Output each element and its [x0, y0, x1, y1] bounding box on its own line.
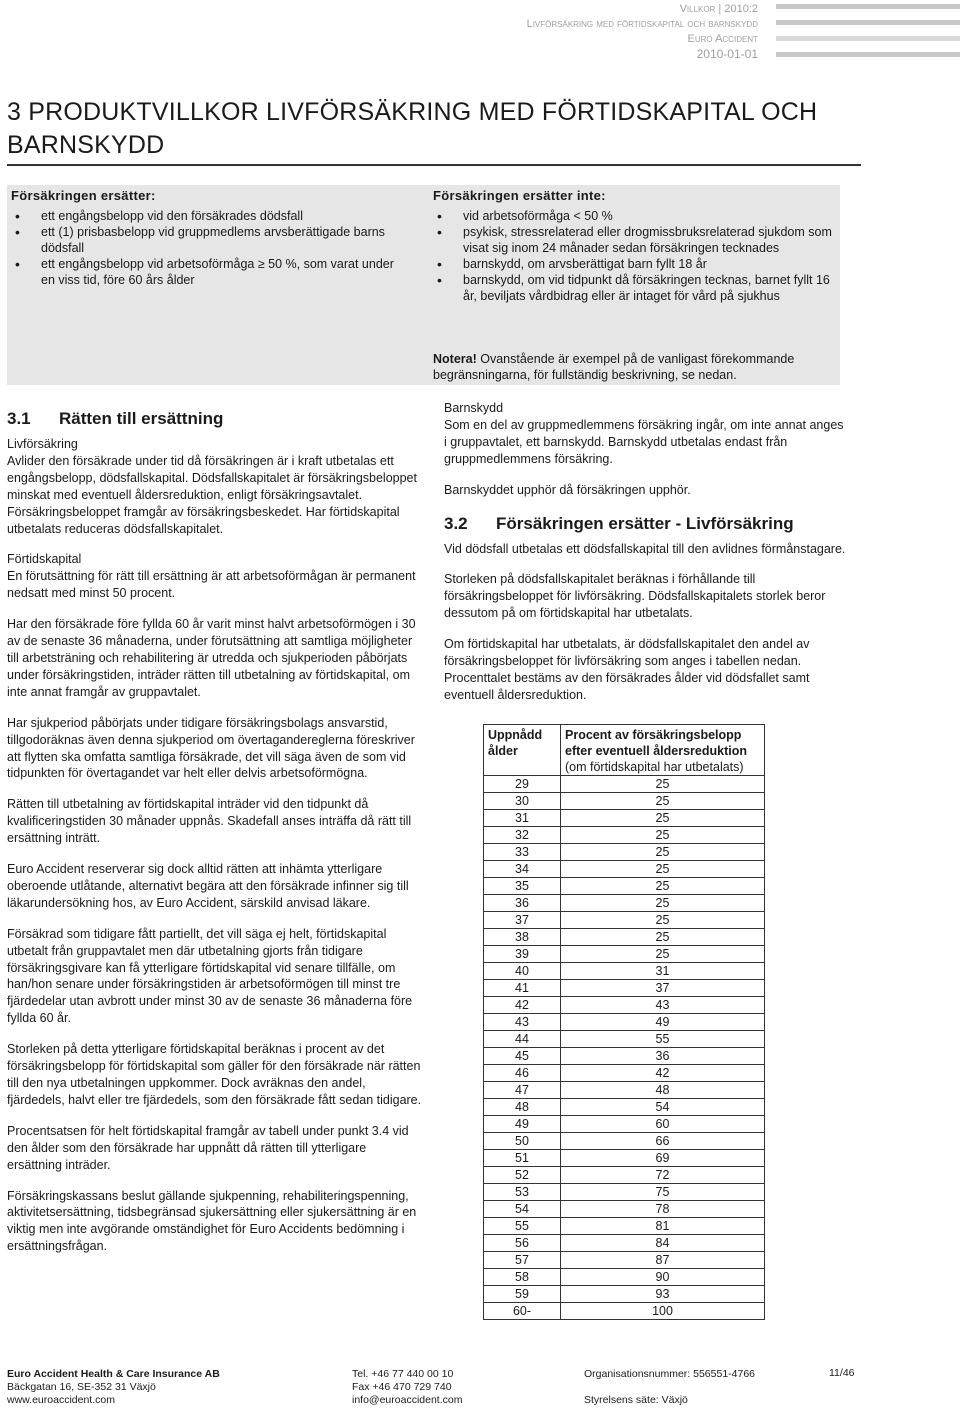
percent-cell: 72 [561, 1167, 765, 1184]
table-row [484, 946, 765, 963]
percent-cell: 43 [561, 997, 765, 1014]
table-row [484, 1031, 765, 1048]
percent-cell: 60 [561, 1116, 765, 1133]
table-row [484, 1065, 765, 1082]
footer-fax: Fax +46 470 729 740 [352, 1381, 452, 1393]
table-row [484, 895, 765, 912]
section-title: Försäkringen ersätter - Livförsäkring [496, 513, 794, 533]
percent-cell: 37 [561, 980, 765, 997]
age-cell: 29 [484, 776, 561, 793]
age-cell: 38 [484, 929, 561, 946]
paragraph: Försäkringskassans beslut gällande sjukpenning, rehabiliteringspenning, aktivitetsersättning, tidsbegränsad sjukersättning eller sjukersättning är en viktig men inte avgörande omständighet för Euro Accidents bedömning i ersättningsfrågan. [7, 1188, 417, 1254]
percent-cell: 25 [561, 776, 765, 793]
table-header-row [484, 725, 765, 776]
paragraph: Har den försäkrade före fyllda 60 år varit minst halvt arbetsoförmögen i 30 av de senaste 36 månaderna, under förutsättning att samtliga möjligheter till arbetsträning och rehabilitering är utredda och sjukperioden påbörjats under försäkringstiden, inträder rätten till utbetalning av förtidskapital, om inte annat framgår av gruppavtalet. [7, 617, 416, 699]
title-divider [7, 164, 861, 166]
table-row [484, 980, 765, 997]
percent-cell: 93 [561, 1286, 765, 1303]
table-row [484, 1014, 765, 1031]
table-row [484, 1201, 765, 1218]
covered-list [11, 208, 401, 288]
paragraph: Avlider den försäkrade under tid då försäkringen är i kraft utbetalas ett engångsbelopp, dödsfallskapital. Dödsfallskapitalet är försäkringsbeloppet minskat med eventuell åldersreduktion, enligt försäkringsavtalet. Försäkringsbeloppet framgår av försäkringsbeskedet. Har förtidskapital utbetalats reduceras dödsfallskapitalet. [7, 453, 417, 536]
not-covered-heading: Försäkringen ersätter inte: [433, 188, 606, 203]
table-body [484, 776, 765, 1320]
percent-cell: 55 [561, 1031, 765, 1048]
percent-cell: 48 [561, 1082, 765, 1099]
table-row [484, 963, 765, 980]
table-row [484, 1252, 765, 1269]
table-row [484, 827, 765, 844]
age-cell: 39 [484, 946, 561, 963]
percent-cell: 25 [561, 946, 765, 963]
page-title: 3 PRODUKTVILLKOR LIVFÖRSÄKRING MED FÖRTIDSKAPITAL OCH BARNSKYDD [7, 98, 818, 159]
percent-cell: 69 [561, 1150, 765, 1167]
table-row [484, 1048, 765, 1065]
section-number: 3.1 [7, 409, 31, 428]
table-header-percent [561, 725, 765, 776]
left-column [7, 408, 422, 1269]
not-covered-list [433, 208, 833, 304]
not-covered-item: • barnskydd, om vid tidpunkt då försäkringen tecknas, barnet fyllt 16 år, beviljats vårdbidrag eller är intaget för vård på sjukhus [463, 272, 833, 304]
age-cell: 60- [484, 1303, 561, 1320]
age-cell: 52 [484, 1167, 561, 1184]
summary-box [7, 185, 840, 385]
age-cell: 36 [484, 895, 561, 912]
percent-cell: 25 [561, 895, 765, 912]
table-row [484, 912, 765, 929]
paragraph: Barnskyddet upphör då försäkringen upphör. [444, 482, 691, 497]
age-cell: 32 [484, 827, 561, 844]
age-cell: 41 [484, 980, 561, 997]
paragraph: Som en del av gruppmedlemmens försäkring ingår, om inte annat anges i gruppavtalet, ett barnskydd. Barnskydd utbetalas endast från gruppmedlemmens försäkring. [444, 417, 844, 466]
percent-cell: 25 [561, 878, 765, 895]
percent-cell: 87 [561, 1252, 765, 1269]
percent-cell: 25 [561, 929, 765, 946]
percent-cell: 66 [561, 1133, 765, 1150]
percent-cell: 81 [561, 1218, 765, 1235]
paragraph: En förutsättning för rätt till ersättning är att arbetsoförmågan är permanent nedsatt med minst 50 procent. [7, 569, 416, 601]
covered-item: • ett engångsbelopp vid den försäkrades dödsfall [41, 208, 401, 224]
table-row [484, 1218, 765, 1235]
percent-cell: 25 [561, 844, 765, 861]
percent-cell: 78 [561, 1201, 765, 1218]
age-cell: 48 [484, 1099, 561, 1116]
percent-cell: 25 [561, 827, 765, 844]
right-column [444, 400, 849, 718]
table-header-note: (om förtidskapital har utbetalats) [565, 760, 744, 774]
percent-cell: 25 [561, 861, 765, 878]
not-covered-item: • barnskydd, om arvsberättigat barn fyllt 18 år [463, 256, 833, 272]
table-row [484, 776, 765, 793]
header-product: Livförsäkring med förtidskapital och barnskydd [526, 18, 758, 30]
table-row [484, 1235, 765, 1252]
age-cell: 56 [484, 1235, 561, 1252]
covered-column [11, 188, 401, 288]
table-row [484, 1150, 765, 1167]
table-row [484, 1116, 765, 1133]
table-row [484, 997, 765, 1014]
age-cell: 57 [484, 1252, 561, 1269]
footer-company: Euro Accident Health & Care Insurance AB [7, 1368, 220, 1380]
header-doc-type: Villkor | 2010:2 [679, 3, 758, 15]
page-number: 11/46 [829, 1367, 855, 1379]
covered-item: • ett engångsbelopp vid arbetsoförmåga ≥ 50 %, som varat under en viss tid, före 60 års ålder [41, 256, 401, 288]
note-label: Notera! [433, 352, 477, 366]
percent-cell: 54 [561, 1099, 765, 1116]
footer-orgnr: Organisationsnummer: 556551-4766 [584, 1368, 756, 1380]
paragraph: Försäkrad som tidigare fått partiellt, det vill säga ej helt, förtidskapital utbetalt från gruppavtalet men där utbetalning gjorts från tidigare försäkringsgivare kan få ytterligare förtidskapital vid senare tillfälle, om han/hon senare under försäkringstiden är arbetsoförmögen till minst tre fjärdedelar utan avbrott under minst 30 av de senaste 36 månaderna före fyllda 60 år. [7, 926, 413, 1026]
age-cell: 53 [484, 1184, 561, 1201]
table-row [484, 844, 765, 861]
age-cell: 31 [484, 810, 561, 827]
subheading-barnskydd: Barnskydd [444, 401, 504, 415]
age-cell: 34 [484, 861, 561, 878]
header-decoration [776, 4, 960, 68]
age-cell: 54 [484, 1201, 561, 1218]
percent-cell: 49 [561, 1014, 765, 1031]
age-cell: 30 [484, 793, 561, 810]
summary-note [433, 351, 833, 383]
paragraph: Storleken på dödsfallskapitalet beräknas i förhållande till försäkringsbeloppet för livförsäkring. Dödsfallskapitalets storlek beror dessutom på om förtidskapital har utbetalats. [444, 572, 826, 621]
table-row [484, 1167, 765, 1184]
percent-cell: 25 [561, 810, 765, 827]
footer-company-block [7, 1368, 220, 1407]
footer-seat: Styrelsens säte: Växjö [584, 1394, 688, 1406]
table-header-age: Uppnådd ålder [484, 725, 561, 776]
table-row [484, 1269, 765, 1286]
table-row [484, 1133, 765, 1150]
age-cell: 47 [484, 1082, 561, 1099]
paragraph: Rätten till utbetalning av förtidskapital inträder vid den tidpunkt då kvalificeringstiden 30 månader uppnås. Skadefall anses inträffa då rätt till ersättning inträtt. [7, 797, 412, 846]
subheading-livforsakring: Livförsäkring [7, 437, 78, 451]
percent-cell: 36 [561, 1048, 765, 1065]
paragraph: Om förtidskapital har utbetalats, är dödsfallskapitalet den andel av försäkringsbeloppet för livförsäkring som anges i tabellen nedan. Procenttalet bestäms av den försäkrades ålder vid dödsfallet samt eventuell åldersreduktion. [444, 637, 810, 702]
paragraph: Euro Accident reserverar sig dock alltid rätten att inhämta ytterligare oberoende utlåtande, alternativt begära att den försäkrade infinner sig till läkarundersökning hos, av Euro Accident, särskild anvisad läkare. [7, 862, 409, 910]
section-heading-3-2 [444, 513, 849, 535]
age-cell: 40 [484, 963, 561, 980]
age-cell: 49 [484, 1116, 561, 1133]
section-heading-3-1 [7, 408, 422, 430]
percent-cell: 75 [561, 1184, 765, 1201]
table-row [484, 1303, 765, 1320]
age-cell: 35 [484, 878, 561, 895]
table-row [484, 878, 765, 895]
age-cell: 58 [484, 1269, 561, 1286]
percent-cell: 25 [561, 793, 765, 810]
footer-org-block [584, 1368, 755, 1407]
percent-cell: 90 [561, 1269, 765, 1286]
paragraph: Vid dödsfall utbetalas ett dödsfallskapital till den avlidnes förmånstagare. [444, 541, 846, 556]
header-company: Euro Accident [687, 33, 758, 45]
age-cell: 33 [484, 844, 561, 861]
age-cell: 42 [484, 997, 561, 1014]
age-cell: 44 [484, 1031, 561, 1048]
paragraph: Storleken på detta ytterligare förtidskapital beräknas i procent av det försäkringsbelopp för förtidskapital som gäller för den försäkrade när rätten till den nya utbetalningen uppkommer. Dock avräknas den andel, fjärdedels, halvt eller tre fjärdedels, som den försäkrade fått sedan tidigare. [7, 1042, 422, 1107]
age-cell: 46 [484, 1065, 561, 1082]
table-row [484, 1184, 765, 1201]
header-date: 2010-01-01 [696, 47, 758, 61]
table-row [484, 810, 765, 827]
not-covered-item: • vid arbetsoförmåga < 50 % [463, 208, 833, 224]
percent-cell: 100 [561, 1303, 765, 1320]
percent-cell: 84 [561, 1235, 765, 1252]
note-text: Ovanstående är exempel på de vanligast förekommande begränsningarna, för fullständig beskrivning, se nedan. [433, 352, 795, 382]
not-covered-column [433, 188, 833, 304]
percent-table [483, 724, 765, 1320]
footer-tel: Tel. +46 77 440 00 10 [352, 1368, 454, 1380]
age-cell: 45 [484, 1048, 561, 1065]
age-cell: 51 [484, 1150, 561, 1167]
age-cell: 55 [484, 1218, 561, 1235]
paragraph: Procentsatsen för helt förtidskapital framgår av tabell under punkt 3.4 vid den ålder som den försäkrade har uppnått då rätten till ytterligare ersättning inträder. [7, 1123, 409, 1172]
table-header-percent-label: Procent av försäkringsbelopp efter eventuell åldersreduktion [565, 728, 748, 758]
footer-email: info@euroaccident.com [352, 1394, 463, 1406]
document-header [527, 2, 758, 62]
section-title: Rätten till ersättning [59, 409, 224, 428]
table-row [484, 861, 765, 878]
covered-heading: Försäkringen ersätter: [11, 188, 156, 203]
subheading-fortidskapital: Förtidskapital [7, 552, 82, 567]
percent-cell: 31 [561, 963, 765, 980]
section-number: 3.2 [444, 513, 468, 533]
percent-cell: 25 [561, 912, 765, 929]
footer-address: Bäckgatan 16, SE-352 31 Växjö [7, 1381, 156, 1393]
percent-cell: 42 [561, 1065, 765, 1082]
footer-web: www.euroaccident.com [7, 1394, 115, 1406]
paragraph: Har sjukperiod påbörjats under tidigare försäkringsbolags ansvarstid, tillgodoräknas även denna sjukperiod om övertagandereglerna föreskriver att flytten ska omfatta samtliga försäkrade, det vill säga även de som vid tidpunkten för övertagandet var helt eller delvis arbetsoförmögna. [7, 715, 415, 781]
table-row [484, 1099, 765, 1116]
footer-contact-block [352, 1368, 462, 1407]
age-cell: 59 [484, 1286, 561, 1303]
not-covered-item: • psykisk, stressrelaterad eller drogmissbruksrelaterad sjukdom som visat sig inom 24 månader sedan försäkringen tecknades [463, 224, 833, 256]
table-row [484, 793, 765, 810]
age-cell: 37 [484, 912, 561, 929]
age-cell: 43 [484, 1014, 561, 1031]
covered-item: • ett (1) prisbasbelopp vid gruppmedlems arvsberättigade barns dödsfall [41, 224, 401, 256]
table-row [484, 1082, 765, 1099]
age-cell: 50 [484, 1133, 561, 1150]
table-row [484, 929, 765, 946]
table-row [484, 1286, 765, 1303]
